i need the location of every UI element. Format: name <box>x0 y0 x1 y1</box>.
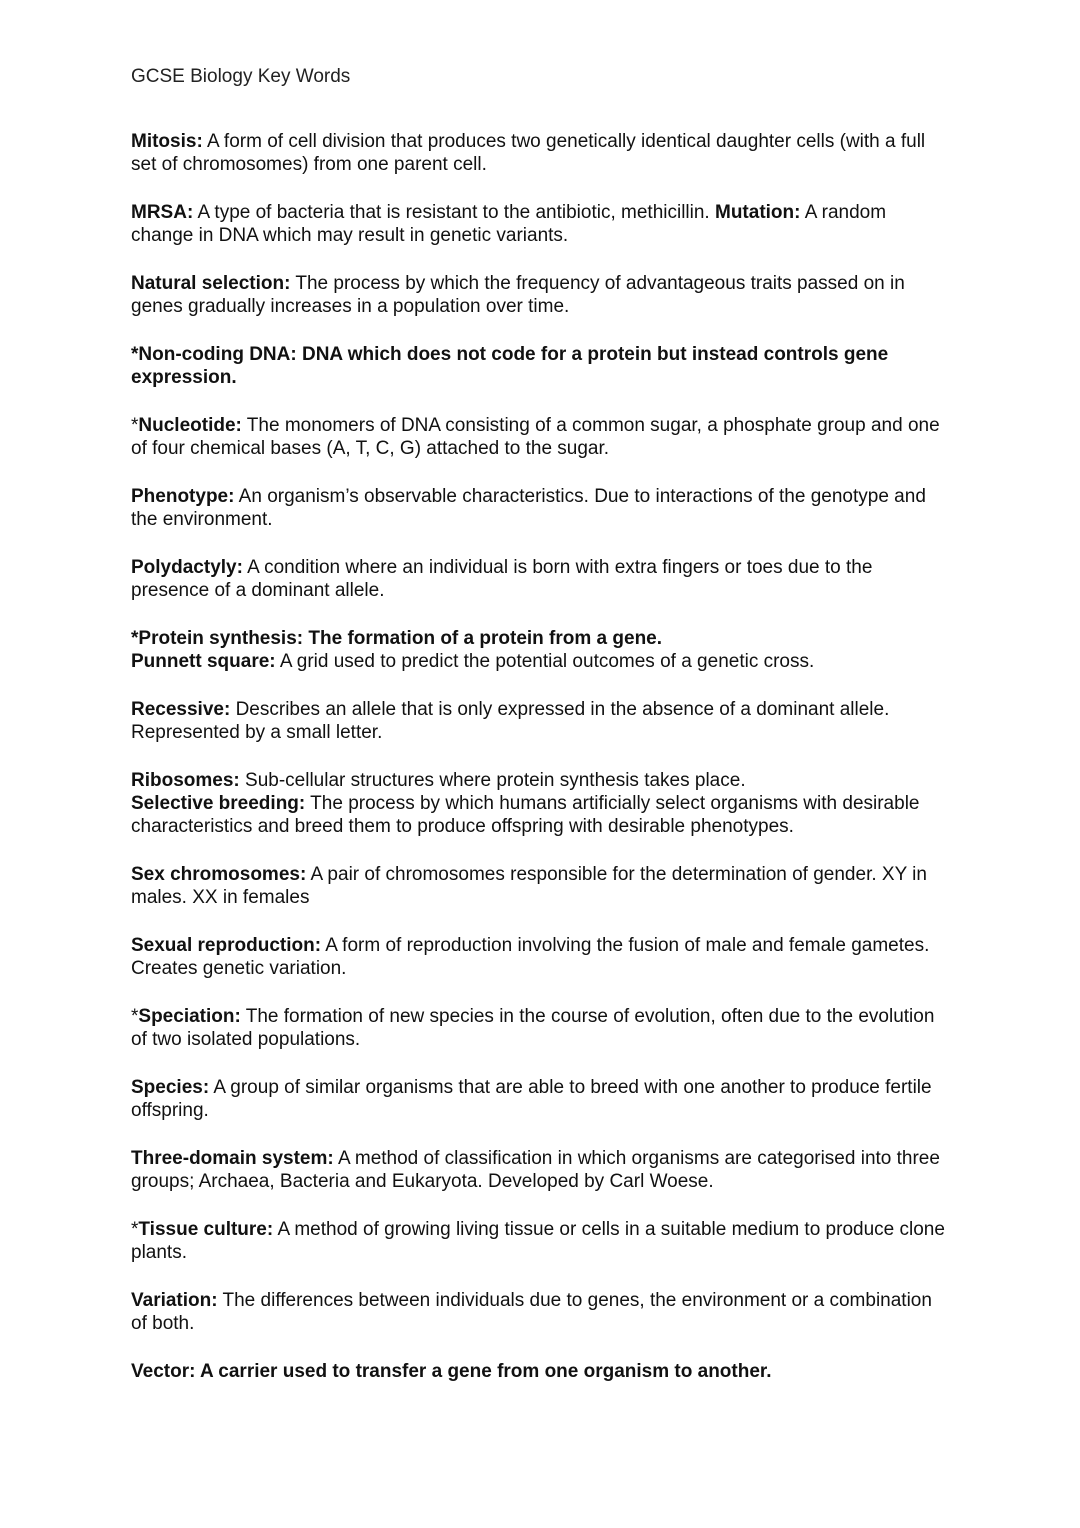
glossary-entry-sexual-reproduction <box>131 934 953 980</box>
term: *Non-coding DNA: <box>131 344 297 365</box>
glossary-entry-recessive <box>131 698 953 744</box>
definition: An organism’s observable characteristics. Due to interactions of the genotype and the environment. <box>131 486 926 530</box>
term: *Protein synthesis: <box>131 628 304 649</box>
term: Vector: <box>131 1361 196 1382</box>
glossary-entry-sex-chromosomes <box>131 863 953 909</box>
glossary-entry-non-coding-dna <box>131 343 953 389</box>
definition: A group of similar organisms that are able to breed with one another to produce fertile offspring. <box>131 1077 932 1121</box>
term: Variation: <box>131 1290 218 1311</box>
definition: Describes an allele that is only expressed in the absence of a dominant allele. Represented by a small letter. <box>131 699 890 743</box>
page-header: GCSE Biology Key Words <box>131 66 351 87</box>
term: Three-domain system: <box>131 1148 334 1169</box>
glossary-entry-mitosis <box>131 130 953 176</box>
glossary <box>131 130 953 1408</box>
definition: A form of reproduction involving the fusion of male and female gametes. Creates genetic variation. <box>131 935 930 979</box>
definition: A random change in DNA which may result in genetic variants. <box>131 202 887 246</box>
definition: A condition where an individual is born with extra fingers or toes due to the presence of a dominant allele. <box>131 557 873 601</box>
glossary-entry-phenotype <box>131 485 953 531</box>
definition: A pair of chromosomes responsible for the determination of gender. XY in males. XX in females <box>131 864 927 908</box>
glossary-entry-three-domain-system <box>131 1147 953 1193</box>
definition: The formation of a protein from a gene. <box>303 628 663 649</box>
term: Sexual reproduction: <box>131 935 322 956</box>
definition: The process by which humans artificially select organisms with desirable characteristics and breed them to produce offspring with desirable phenotypes. <box>131 793 920 837</box>
definition: The formation of new species in the course of evolution, often due to the evolution of two isolated populations. <box>131 1006 935 1050</box>
definition: A grid used to predict the potential outcomes of a genetic cross. <box>275 651 815 672</box>
definition: The differences between individuals due to genes, the environment or a combination of both. <box>131 1290 932 1334</box>
term: Selective breeding: <box>131 793 306 814</box>
term: Speciation: <box>138 1006 241 1027</box>
asterisk: * <box>131 415 139 436</box>
term: Polydactyly: <box>131 557 243 578</box>
definition: DNA which does not code for a protein but instead controls gene expression. <box>131 344 889 388</box>
term: Species: <box>131 1077 210 1098</box>
asterisk: * <box>131 1006 139 1027</box>
term: Sex chromosomes: <box>131 864 307 885</box>
asterisk: * <box>131 1219 139 1240</box>
definition: The process by which the frequency of advantageous traits passed on in genes gradually increases in a population over time. <box>131 273 905 317</box>
glossary-entry-polydactyly <box>131 556 953 602</box>
glossary-entry-natural-selection <box>131 272 953 318</box>
glossary-entry-ribosomes-selective-breeding <box>131 769 953 838</box>
term: MRSA: <box>131 202 194 223</box>
glossary-entry-variation <box>131 1289 953 1335</box>
term: Phenotype: <box>131 486 235 507</box>
definition: A method of classification in which organisms are categorised into three groups; Archaea, Bacteria and Eukaryota. Developed by Carl Woese. <box>131 1148 940 1192</box>
term: Recessive: <box>131 699 231 720</box>
definition: A form of cell division that produces two genetically identical daughter cells (with a full set of chromosomes) from one parent cell. <box>131 131 926 175</box>
definition: The monomers of DNA consisting of a common sugar, a phosphate group and one of four chemical bases (A, T, C, G) attached to the sugar. <box>131 415 940 459</box>
definition: A method of growing living tissue or cells in a suitable medium to produce clone plants. <box>131 1219 945 1263</box>
term: Natural selection: <box>131 273 291 294</box>
glossary-entry-vector <box>131 1360 953 1383</box>
term: Ribosomes: <box>131 770 240 791</box>
glossary-entry-tissue-culture <box>131 1218 953 1264</box>
glossary-entry-species <box>131 1076 953 1122</box>
definition: A type of bacteria that is resistant to the antibiotic, methicillin. <box>193 202 715 223</box>
term: Nucleotide: <box>138 415 242 436</box>
definition: A carrier used to transfer a gene from one organism to another. <box>195 1361 772 1382</box>
definition: Sub-cellular structures where protein synthesis takes place. <box>239 770 746 791</box>
glossary-entry-nucleotide <box>131 414 953 460</box>
term: Mitosis: <box>131 131 203 152</box>
glossary-entry-speciation <box>131 1005 953 1051</box>
term: Mutation: <box>715 202 801 223</box>
glossary-entry-mrsa-mutation <box>131 201 953 247</box>
term: Tissue culture: <box>138 1219 274 1240</box>
term: Punnett square: <box>131 651 276 672</box>
glossary-entry-protein-synthesis-punnett <box>131 627 953 673</box>
